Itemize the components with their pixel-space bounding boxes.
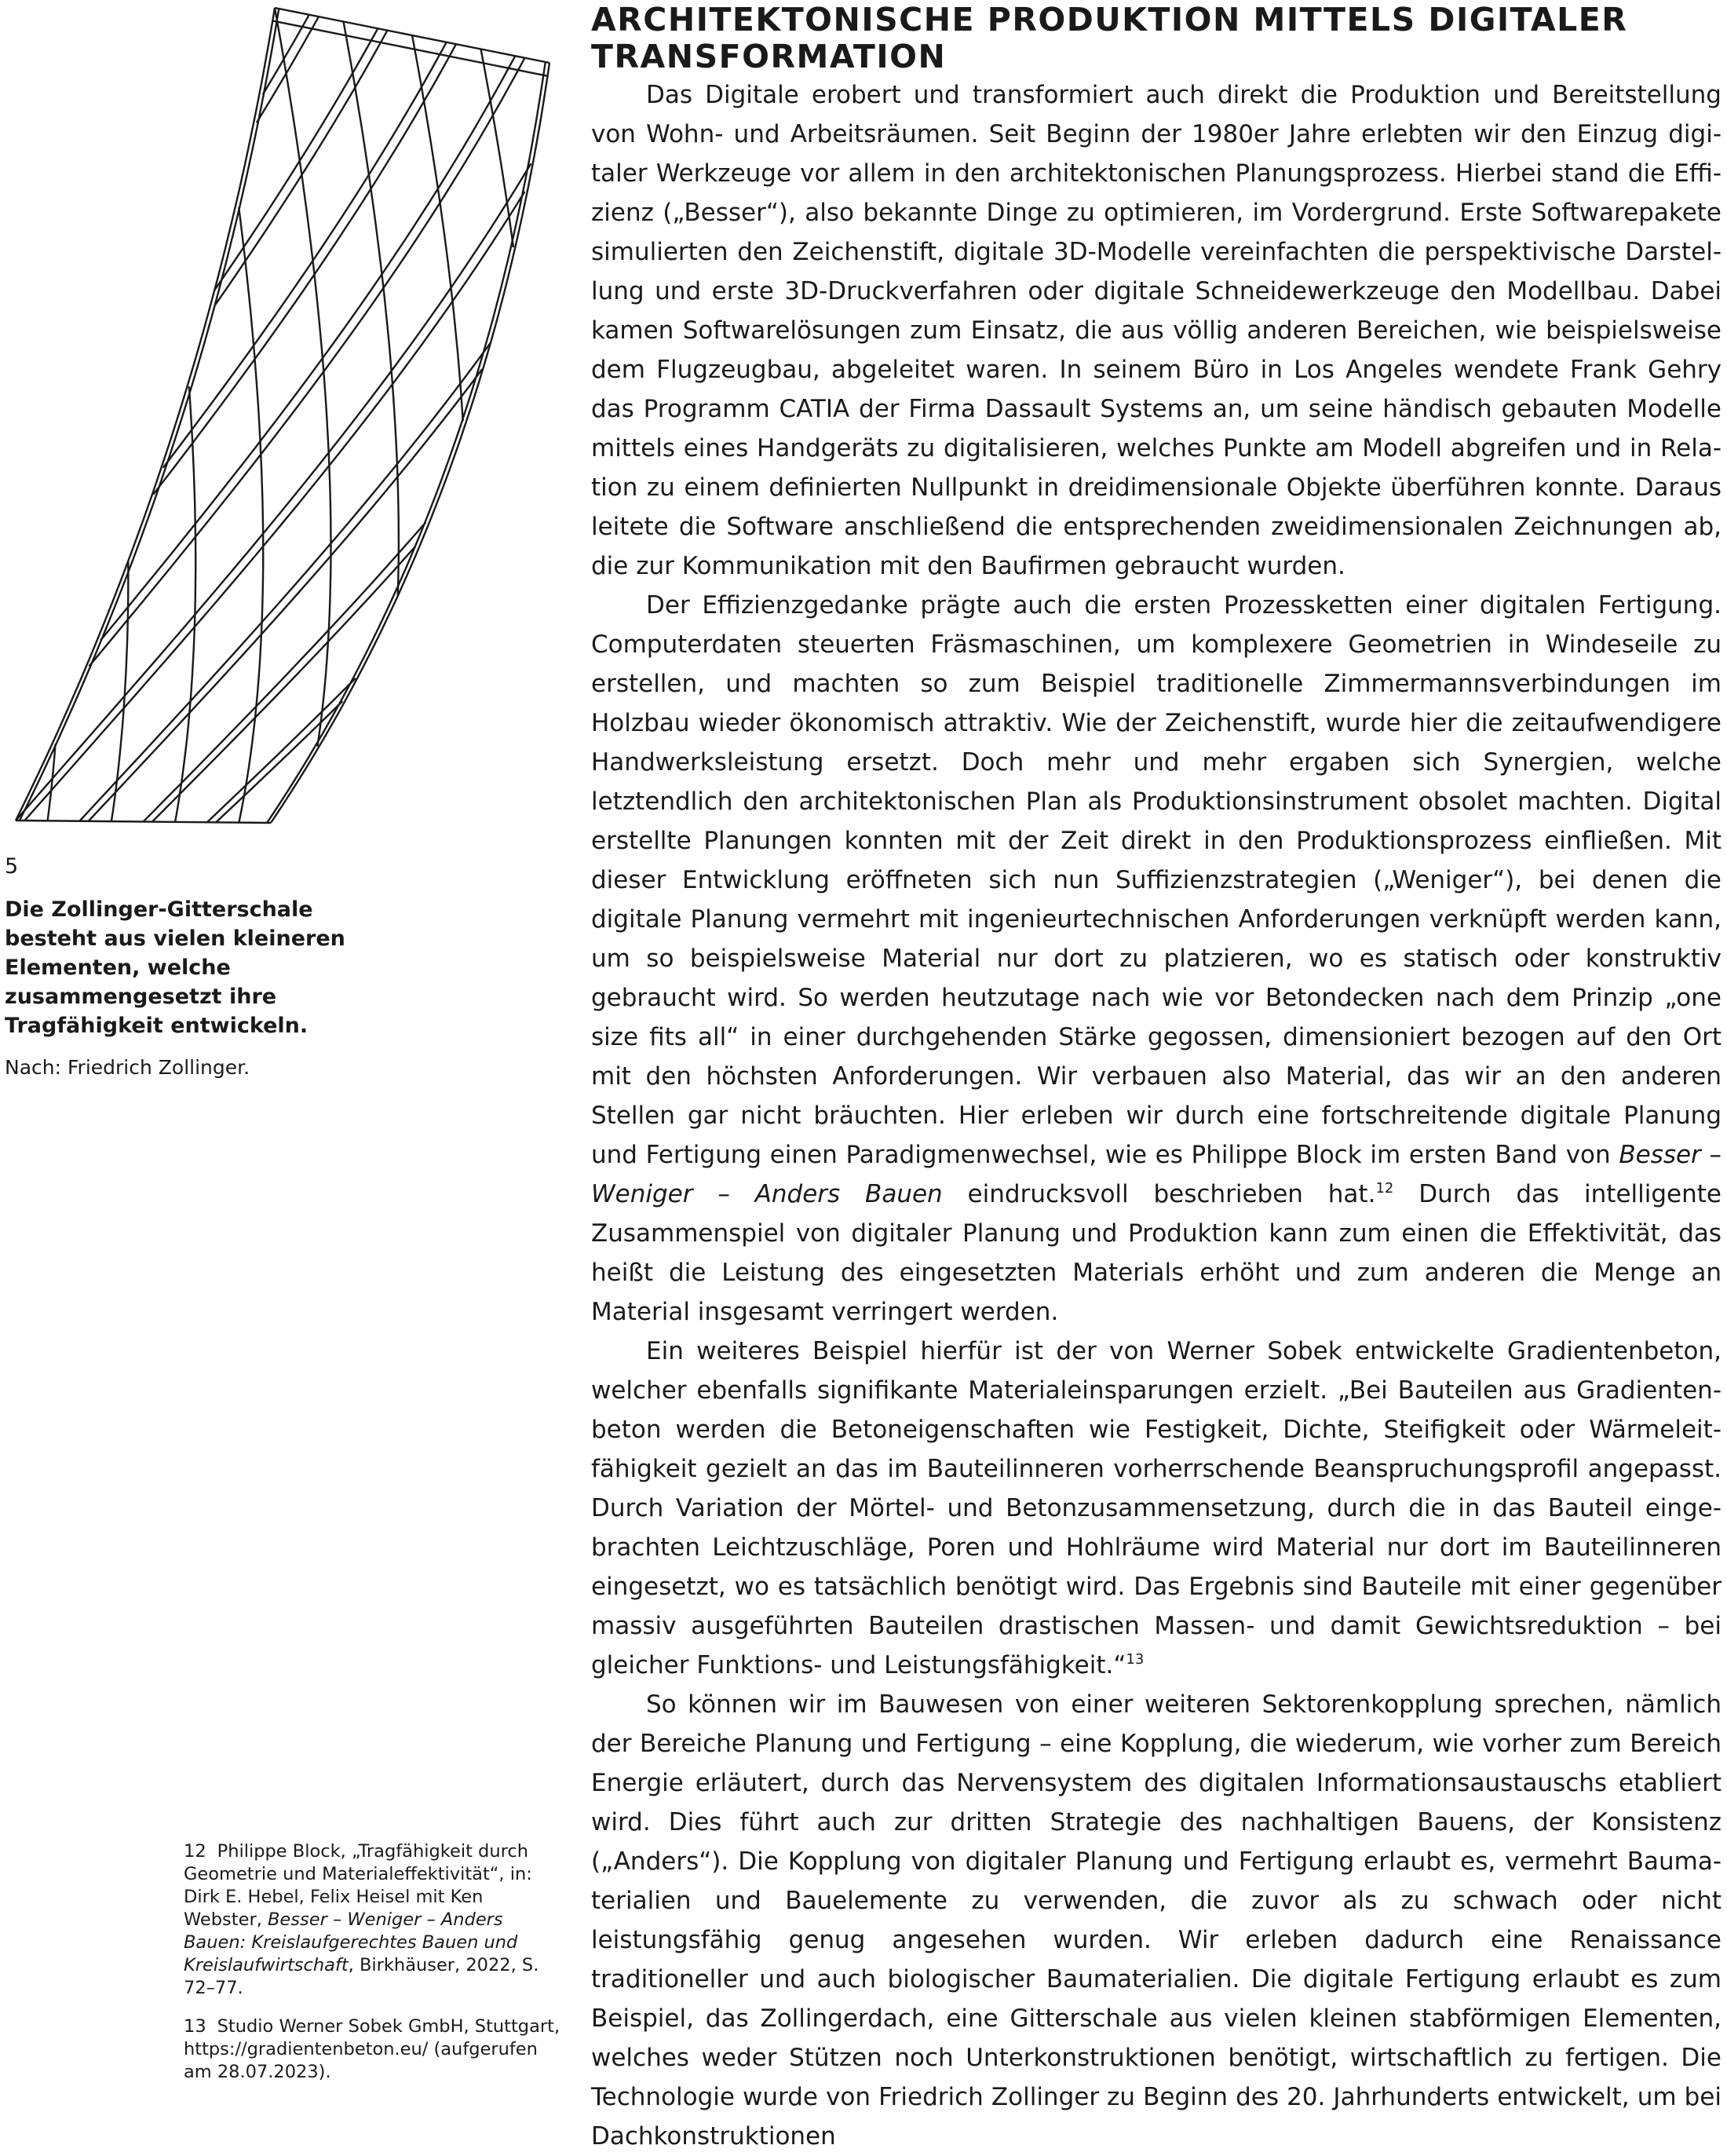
figure-credit: Nach: Friedrich Zollinger.: [5, 1056, 250, 1079]
lattice-member: [16, 163, 531, 820]
footnote-text-end: , Birkhäuser, 2022, S. 72–77.: [184, 1955, 539, 1998]
lattice-member: [79, 342, 491, 820]
paragraph-2: [591, 586, 1722, 1332]
lattice-member-edge: [24, 192, 524, 820]
lattice-member: [263, 15, 309, 94]
footnote-text: Philippe Block, „Tragfähigkeit durch Geometrie und Materialeffektivität“, in: Dirk E. Hebel, Felix Heisel mit Ken Webster,: [184, 1841, 532, 1930]
figure-number: 5: [5, 854, 19, 879]
lattice-member: [100, 56, 515, 640]
footnote-number: 13: [184, 2016, 206, 2037]
figure-caption-text: Die Zollinger-Gitterschale besteht aus vielen kleineren Elementen, welche zusammengesetzt ihre Tragfähigkeit entwickeln.: [5, 897, 345, 1038]
lattice-member: [214, 28, 378, 290]
footnote-12: [184, 1840, 560, 2000]
paragraph-2-text: Der Effizienzgedanke prägte auch die ersten Prozessketten einer digitalen Fertigung. Computerdaten steuerten Fräsmaschinen, um komplexere Geometrien in Windeseile zu erstellen, und machten so zum Beispiel traditionelle Zimmermannsverbindungen im Holzbau wieder ökonomisch attraktiv. Wie der Zeichenstift, wurde hier die zeitaufwendigere Handwerksleistung ersetzt. Doch mehr und mehr ergaben sich Synergien, welche letztendlich den architektonischen Plan als Produktionsinstrument obsolet machten. Digital erstellte Planungen konnten mit der Zeit direkt in den Produktionsprozess einfließen. Mit dieser Entwicklung eröffneten sich nun Suffizienzstrategien („Weniger“), bei denen die digitale Planung vermehrt mit ingenieurtechnischen Anforderungen verknüpft werden kann, um so beispielsweise Material nur dort zu platzieren, wo es statisch oder konstruktiv gebraucht wird. So werden heutzutage nach wie vor Betondecken nach dem Prinzip „one size fits all“ in einer durchgehenden Stärke gegossen, dimensioniert bezogen auf den Ort mit den höchsten Anforderungen. Wir verbauen also Material, das wir an den anderen Stellen gar nicht bräuchten. Hier erleben wir durch eine fortschreitende digitale Planung und Fertigung einen Paradigmenwechsel, wie es Philippe Block im ersten Band von: [591, 591, 1722, 1169]
paragraph-2-text-cont: eindrucksvoll beschrieben hat.: [942, 1180, 1376, 1208]
footnote-number: 12: [184, 1841, 206, 1862]
shell-left-edge: [20, 9, 279, 820]
paragraph-1: Das Digitale erobert und transformiert auch direkt die Produktion und Bereitstellung von Wohn- und Arbeitsräumen. Seit Beginn der 1980er Jahre erlebten wir den Einzug digitaler Werkzeuge vor allem in den architektonischen Planungsprozess. Hierbei stand die Effizienz („Besser“), also bekannte Dinge zu optimieren, im Vordergrund. Erste Softwarepakete simulierten den Zeichenstift, digitale 3D-Modelle vereinfachten die perspektivische Darstellung und erste 3D-Druckverfahren oder digitale Schneidewerkzeuge den Modellbau. Dabei kamen Softwarelösungen zum Einsatz, die aus völlig anderen Bereichen, wie beispielsweise dem Flugzeugbau, abgeleitet waren. In seinem Büro in Los Angeles wendete Frank Gehry das Programm CATIA der Firma Dassault Systems an, um seine händisch gebauten Modelle mittels eines Handgeräts zu digitalisieren, welches Punkte am Modell abgreifen und in Relation zu einem definierten Nullpunkt in dreidimensionale Objekte überführen konnte. Daraus leitete die Software anschließend die entsprechenden zweidimensionalen Zeichnungen ab, die zur Kommunikation mit den Baufirmen gebraucht wurden.: [591, 81, 1722, 580]
shell-left-edge: [16, 8, 275, 820]
paragraph-4: So können wir im Bauwesen von einer weiteren Sektorenkopplung sprechen, nämlich der Bereiche Planung und Fertigung – eine Kopplung, die wiederum, wie vorher zum Bereich Energie erläutert, durch das Nervensystem des digitalen Informationsaustauschs etabliert wird. Dies führt auch zur dritten Strategie des nachhaltigen Bauens, der Konsistenz („Anders“). Die Kopplung von digitaler Planung und Fertigung erlaubt es, vermehrt Baumaterialien und Bauelemente zu verwenden, die zuvor als zu schwach oder nicht leistungsfähig genug angesehen wurden. Wir erleben dadurch eine Renaissance traditioneller und auch biologischer Baumaterialien. Die digitale Fertigung erlaubt es zum Beispiel, das Zollingerdach, eine Gitterschale aus vielen kleinen stabförmigen Elementen, welches weder Stützen noch Unterkonstruktionen benötigt, wirtschaftlich zu fertigen. Die Technologie wurde von Friedrich Zollinger zu Beginn des 20. Jahrhunderts entwickelt, um bei Dachkonstruktionen: [591, 1690, 1722, 2151]
main-text-column: [591, 0, 1722, 2156]
paragraph-2-text-end: Durch das intelligente Zusammenspiel von digitaler Planung und Produktion kann zum einen die Effektivität, das heißt die Leistung des eingesetzten Materials erhöht und zum anderen die Menge an Material insgesamt verringert werden.: [591, 1180, 1722, 1326]
figure-caption: [5, 853, 374, 1081]
lattice-member: [144, 522, 426, 821]
footnote-book-title: Besser – Weniger – Anders Bauen: Kreislaufgerechtes Bauen und Kreislaufwirtschaft: [184, 1909, 518, 1975]
lattice-member-edge: [153, 44, 456, 495]
footnote-text: Studio Werner Sobek GmbH, Stuttgart, https://gradientenbeton.eu/ (aufgerufen am 28.07.2023).: [184, 2016, 560, 2082]
paragraph-3-text: Ein weiteres Beispiel hierfür ist der von Werner Sobek entwickelte Gradientenbeton, welcher ebenfalls signifikante Materialeinsparungen erzielt. „Bei Bauteilen aus Gradientenbeton werden die Betoneigenschaften wie Festigkeit, Dichte, Steifigkeit oder Wärmeleitfähigkeit gezielt an das im Bauteilinneren vorherrschende Beanspruchungsprofil angepasst. Durch Variation der Mörtel- und Betonzusammensetzung, durch die in das Bauteil eingebrachten Leichtzuschläge, Poren und Hohlräume wird Material nur dort im Bauteilinneren eingesetzt, wo es tatsächlich benötigt wird. Das Ergebnis sind Bauteile mit einer gegenüber massiv ausgeführten Bauteilen drastischen Massen- und damit Gewichtsreduktion – bei gleicher Funktions- und Leistungsfähigkeit.“: [591, 1337, 1722, 1679]
shell-right-edge: [271, 63, 550, 823]
paragraph-3: [591, 1332, 1722, 1685]
zollinger-lattice-figure: [8, 0, 557, 832]
shell-top-edge-inner: [272, 21, 547, 76]
footnote-ref-12[interactable]: 12: [1375, 1180, 1394, 1197]
section-heading: ARCHITEKTONISCHE PRODUKTION MITTELS DIGITALER TRANSFORMATION: [591, 1, 1628, 75]
book-title: Besser – Weniger – Anders Bauen: [591, 1141, 1722, 1208]
lattice-member-edge: [257, 16, 319, 122]
zollinger-lattice-drawing: [8, 0, 557, 832]
lattice-member: [412, 35, 463, 421]
footnote-13: [184, 2015, 560, 2084]
footnote-ref-13[interactable]: 13: [1126, 1651, 1145, 1668]
lattice-member: [163, 42, 447, 468]
footnotes: [184, 1840, 560, 2099]
